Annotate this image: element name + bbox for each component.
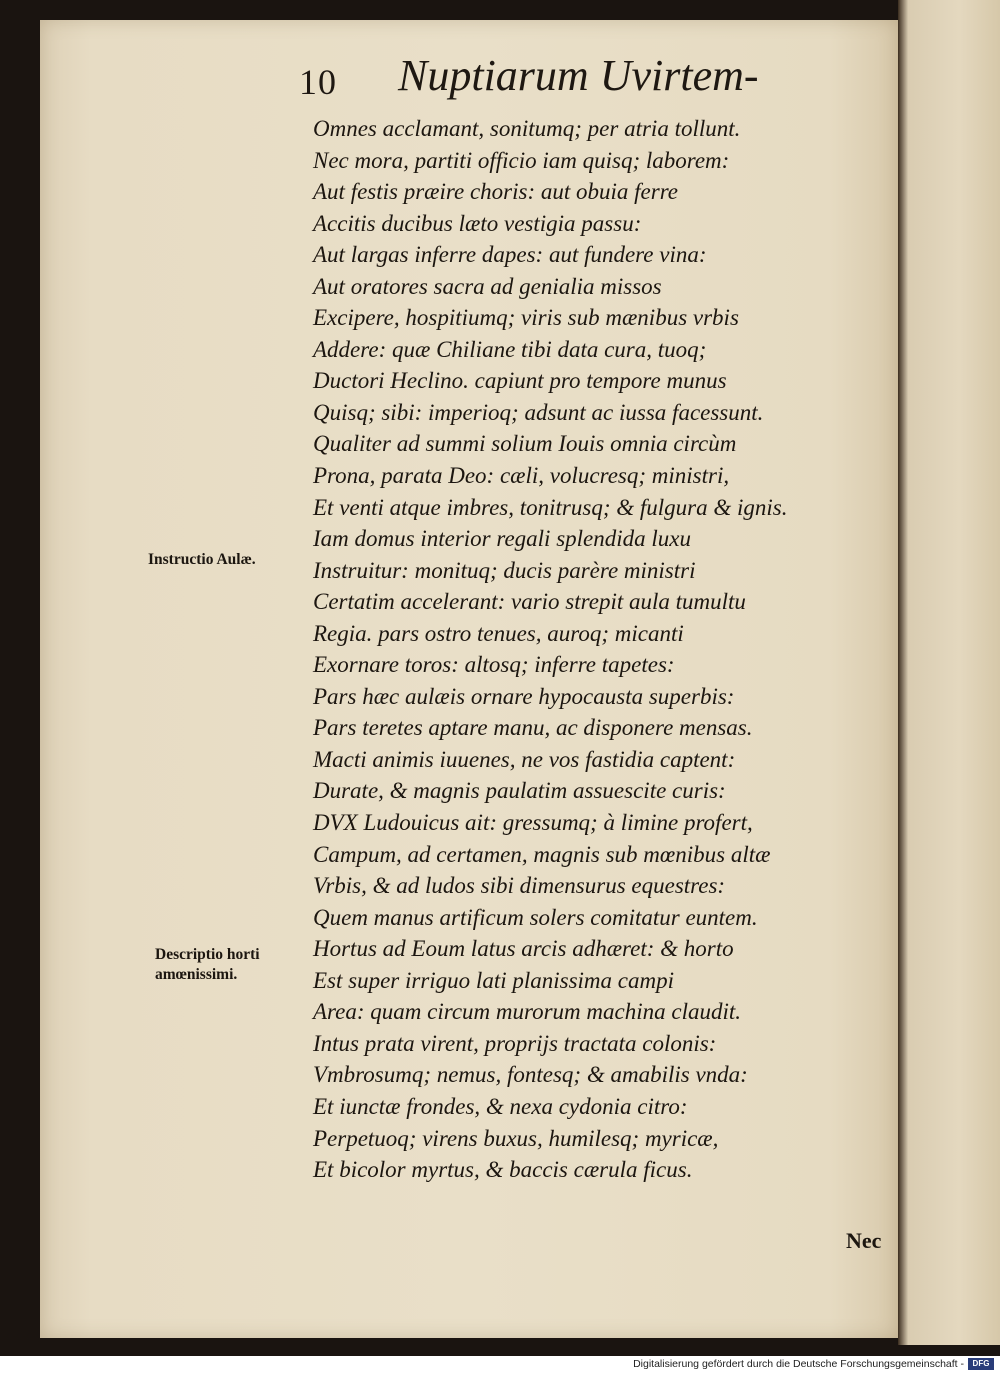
verse-line: Nec mora, partiti officio iam quisq; laborem: bbox=[313, 147, 730, 173]
footer-credit: Digitalisierung gefördert durch die Deutsche Forschungsgemeinschaft - bbox=[633, 1358, 964, 1370]
verse-line: Durate, & magnis paulatim assuescite curis: bbox=[313, 778, 726, 804]
verse-line: Exornare toros: altosq; inferre tapetes: bbox=[313, 652, 675, 678]
verse-line: Perpetuoq; virens buxus, humilesq; myricæ, bbox=[313, 1125, 719, 1151]
verse-line: Pars teretes aptare manu, ac disponere mensas. bbox=[313, 715, 753, 741]
verse-line: Hortus ad Eoum latus arcis adhæret: & horto bbox=[313, 936, 734, 962]
verse-line: Area: quam circum murorum machina claudit. bbox=[313, 999, 741, 1025]
verse-text bbox=[313, 113, 893, 1186]
verse-line: Quisq; sibi: imperioq; adsunt ac iussa facessunt. bbox=[313, 399, 764, 425]
verse-line: Pars hæc aulæis ornare hypocausta superbis: bbox=[313, 683, 735, 709]
verse-line: Instruitur: monituq; ducis parère ministri bbox=[313, 557, 696, 583]
verse-line: Et bicolor myrtus, & baccis cærula ficus. bbox=[313, 1157, 693, 1183]
marginal-note-line: amœnissimi. bbox=[155, 966, 238, 983]
verse-line: Accitis ducibus læto vestigia passu: bbox=[313, 210, 642, 236]
verse-line: Ductori Heclino. capiunt pro tempore munus bbox=[313, 368, 727, 394]
facing-page-edge bbox=[898, 0, 1000, 1345]
verse-line: Macti animis iuuenes, ne vos fastidia captent: bbox=[313, 746, 736, 772]
verse-line: Aut festis præire choris: aut obuia ferre bbox=[313, 179, 679, 205]
verse-line: Quem manus artificum solers comitatur euntem. bbox=[313, 904, 758, 930]
verse-line: Et venti atque imbres, tonitrusq; & fulgura & ignis. bbox=[313, 494, 788, 520]
catchword: Nec bbox=[846, 1228, 882, 1253]
verse-line: Aut largas inferre dapes: aut fundere vina: bbox=[313, 242, 707, 268]
running-head: Nuptiarum Uvirtem- bbox=[398, 51, 759, 100]
verse-line: Vrbis, & ad ludos sibi dimensurus equestres: bbox=[313, 873, 726, 899]
verse-line: Est super irriguo lati planissima campi bbox=[313, 967, 674, 993]
verse-line: Omnes acclamant, sonitumq; per atria tollunt. bbox=[313, 116, 741, 141]
verse-line: Aut oratores sacra ad genialia missos bbox=[313, 273, 662, 299]
marginal-note-descriptio bbox=[155, 945, 260, 985]
verse-line: Certatim accelerant: vario strepit aula tumultu bbox=[313, 589, 746, 615]
page-number: 10 bbox=[299, 62, 337, 102]
dfg-logo: DFG bbox=[968, 1358, 994, 1370]
verse-line: Campum, ad certamen, magnis sub mœnibus altæ bbox=[313, 841, 771, 867]
verse-line: Addere: quæ Chiliane tibi data cura, tuoq; bbox=[313, 336, 707, 362]
verse-line: Intus prata virent, proprijs tractata colonis: bbox=[313, 1030, 717, 1056]
verse-line: Et iunctæ frondes, & nexa cydonia citro: bbox=[313, 1093, 688, 1119]
verse-line: Iam domus interior regali splendida luxu bbox=[313, 526, 691, 552]
verse-line: Excipere, hospitiumq; viris sub mænibus vrbis bbox=[313, 305, 739, 331]
verse-line: Vmbrosumq; nemus, fontesq; & amabilis vnda: bbox=[313, 1062, 748, 1088]
verse-line: DVX Ludouicus ait: gressumq; à limine profert, bbox=[313, 810, 753, 836]
marginal-note-instructio: Instructio Aulæ. bbox=[148, 551, 256, 568]
verse-line: Prona, parata Deo: cæli, volucresq; ministri, bbox=[313, 463, 730, 489]
verse-line: Qualiter ad summi solium Iouis omnia circùm bbox=[313, 431, 737, 457]
verse-line: Regia. pars ostro tenues, auroq; micanti bbox=[313, 620, 684, 646]
marginal-note-line: Descriptio horti bbox=[155, 946, 260, 963]
